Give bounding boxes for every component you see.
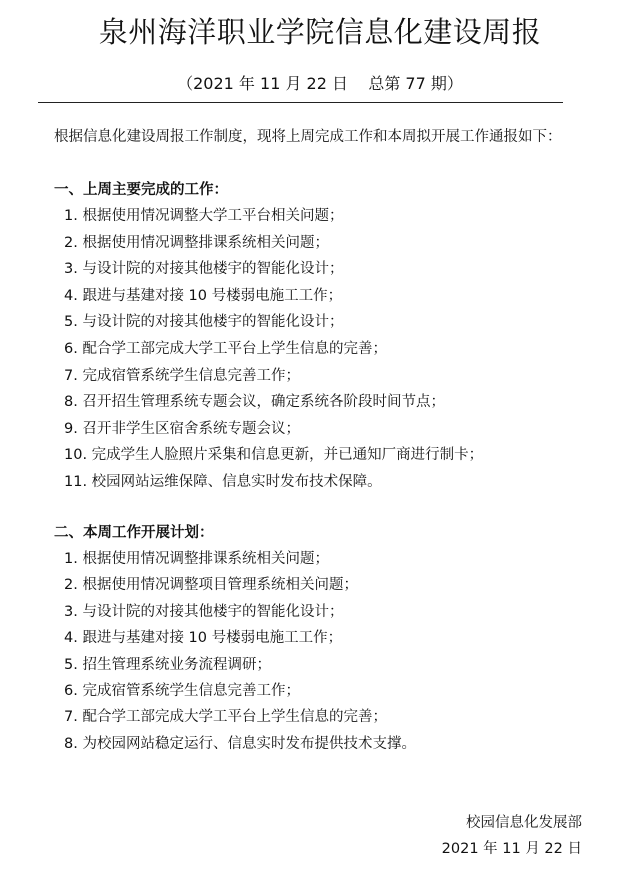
list-item: 1. 根据使用情况调整大学工平台相关问题； [64,208,344,224]
signature-department: 校园信息化发展部 [466,815,582,831]
list-item: 7. 完成宿管系统学生信息完善工作； [64,367,300,384]
report-issue-date: （2021 年 11 月 22 日 总第 77 期） [177,74,463,93]
list-item: 7. 配合学工部完成大学工平台上学生信息的完善； [64,709,387,726]
weekly-plan-list [64,546,416,757]
list-item: 8. 召开招生管理系统专题会议，确定系统各阶段时间节点； [64,394,445,411]
report-title: 泉州海洋职业学院信息化建设周报 [98,15,542,49]
list-item: 5. 与设计院的对接其他楼宇的智能化设计； [64,314,344,331]
intro-paragraph: 根据信息化建设周报工作制度，现将上周完成工作和本周拟开展工作通报如下： [54,129,562,145]
list-item: 3. 与设计院的对接其他楼宇的智能化设计； [64,603,344,620]
list-item: 6. 配合学工部完成大学工平台上学生信息的完善； [64,340,387,357]
list-item: 2. 根据使用情况调整排课系统相关问题； [64,234,329,251]
list-item: 4. 跟进与基建对接 10 号楼弱电施工工作； [64,630,343,647]
list-item: 10. 完成学生人脸照片采集和信息更新，并已通知厂商进行制卡； [64,447,484,464]
list-item: 3. 与设计院的对接其他楼宇的智能化设计； [64,261,344,278]
list-item: 4. 跟进与基建对接 10 号楼弱电施工工作； [64,287,343,304]
list-item: 9. 召开非学生区宿舍系统专题会议； [64,420,300,437]
list-item: 6. 完成宿管系统学生信息完善工作； [64,683,300,700]
list-item: 5. 招生管理系统业务流程调研； [64,656,271,673]
section-heading-plan: 二、本周工作开展计划： [54,525,214,541]
list-item: 2. 根据使用情况调整项目管理系统相关问题； [64,577,358,594]
completed-work-list [64,203,483,496]
list-item: 1. 根据使用情况调整排课系统相关问题； [64,551,329,567]
list-item: 11. 校园网站运维保障、信息实时发布技术保障。 [64,473,382,490]
list-item: 8. 为校园网站稳定运行、信息实时发布提供技术支撑。 [64,735,416,752]
section-heading-completed: 一、上周主要完成的工作： [54,182,228,198]
signature-date: 2021 年 11 月 22 日 [441,841,582,857]
title-divider [38,102,563,103]
